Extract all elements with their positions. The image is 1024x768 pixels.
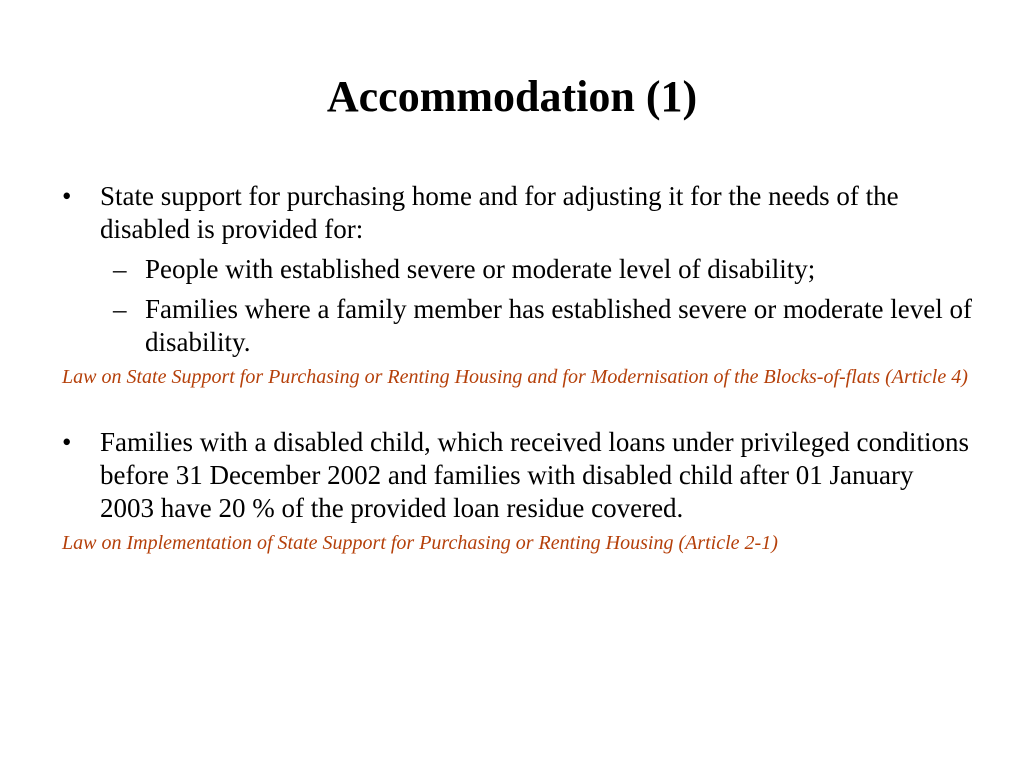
legal-reference: Law on Implementation of State Support for Purchasing or Renting Housing (Article 2-1)	[62, 532, 778, 554]
bullet-item	[62, 180, 972, 246]
spacer	[62, 390, 972, 426]
bullet-text: State support for purchasing home and for adjusting it for the needs of the disabled is provided for:	[100, 181, 899, 244]
dash-marker: –	[113, 294, 127, 324]
sub-bullet-text: Families where a family member has established severe or moderate level of disability.	[145, 294, 972, 357]
sub-bullet-item	[62, 293, 972, 359]
dash-marker: –	[113, 254, 127, 284]
bullet-marker: •	[62, 427, 72, 457]
bullet-marker: •	[62, 181, 72, 211]
sub-bullet-item	[62, 253, 972, 286]
slide-title: Accommodation (1)	[326, 72, 698, 121]
legal-reference: Law on State Support for Purchasing or Renting Housing and for Modernisation of the Blocks-of-flats (Article 4)	[62, 366, 968, 388]
sub-bullet-text: People with established severe or moderate level of disability;	[145, 254, 816, 284]
slide-content	[62, 180, 972, 556]
bullet-text: Families with a disabled child, which received loans under privileged conditions before 31 December 2002 and families with disabled child after 01 January 2003 have 20 % of the provided loan residue covered.	[100, 427, 970, 523]
bullet-item	[62, 426, 972, 525]
